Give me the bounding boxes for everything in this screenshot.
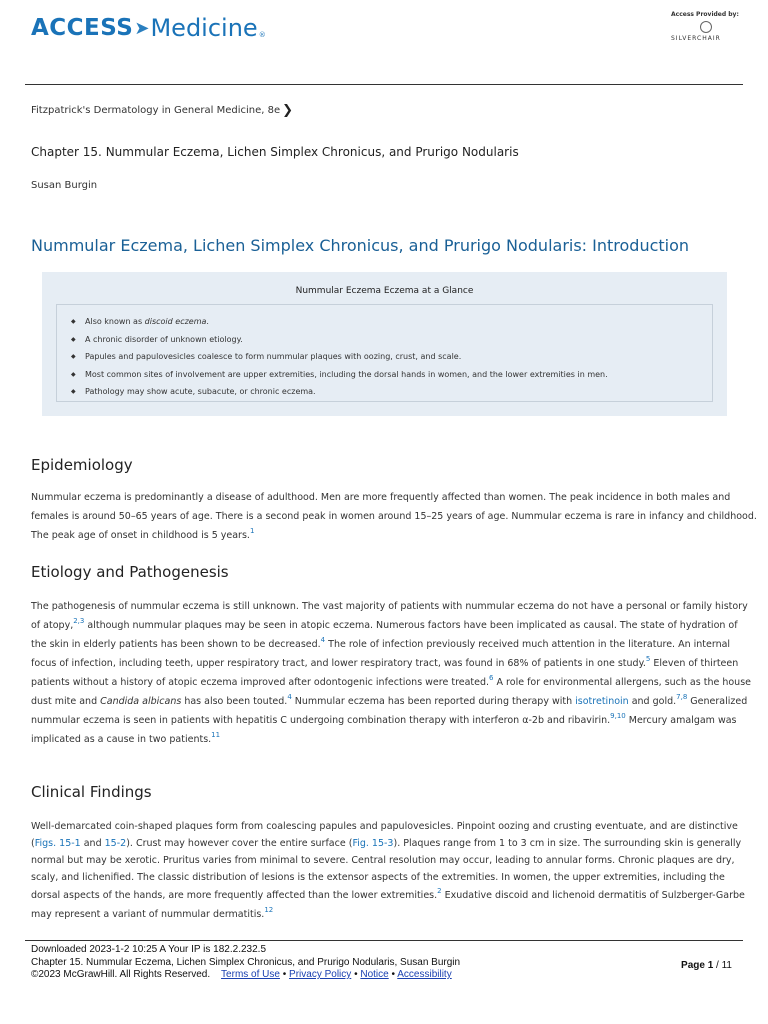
etiology-paragraph: The pathogenesis of nummular eczema is still unknown. The vast majority of patients with nummular eczema do not have a personal or family history of atopy,$^{2,3}$ although nummular plaques may be seen in atopic eczema. Numerous factors have been implicated as causal. The state of hydration of the skin in elderly patients has been shown to be decreased.$^4$ The role of infection previously received much attention in the literature. An internal focus of infection, including teeth, upper respiratory tract, and lower respiratory tract, was found in 68% of patients in one study.$^5$ Eleven of thirteen patients without a history of atopic eczema improved after odontogenic infections were treated.$^6$ A role for environmental allergens, such as the house dust mite and Candida albicans has also been touted.$^4$ Nummular eczema has been reported during therapy with isotretinoin and gold.$^{7,8}$ Generalized nummular eczema is seen in patients with hepatitis C undergoing combination therapy with interferon α-2b and ribavirin.$^{9,10}$ Mercury amalgam was implicated as a cause in two patients.$^{11}$ [31,601,751,745]
reference-link[interactable]: 9,10 [610,712,626,720]
figure-link[interactable]: Figs. 15-1 [34,838,81,849]
chapter-title: Chapter 15. Nummular Eczema, Lichen Simplex Chronicus, and Prurigo Nodularis [31,145,519,159]
accessibility-link[interactable]: Accessibility [397,969,452,980]
page-indicator: Page 1 / 11 [681,960,732,971]
reference-link[interactable]: 6 [489,674,494,682]
figure-link[interactable]: Fig. 15-3 [352,838,394,849]
reference-link[interactable]: 12 [264,906,274,914]
isotretinoin-link[interactable]: isotretinoin [575,696,629,707]
download-info: Downloaded 2023-1-2 10:25 A Your IP is 182.2.232.5 [31,944,267,955]
clinical-findings-paragraph: Well-demarcated coin-shaped plaques form from coalescing papules and papulovesicles. Pinpoint oozing and crusting eventuate, and are distinctive (Figs. 15-1 and 15-2). Crust may however cover the entire surface (Fig. 15-3). Plaques range from 1 to 3 cm in size. The surrounding skin is generally normal but may be xerotic. Pruritus varies from minimal to severe. Central resolution may occur, leading to annular forms. Chronic plaques are dry, scaly, and lichenified. The classic distribution of lesions is the extensor aspects of the extremities. In women, the upper extremities, including the dorsal aspects of the hands, are more frequently affected than the lower extremities.$^2$ Exudative discoid and lichenoid dermatitis of Sulzberger-Garbe may represent a variant of nummular dermatitis.$^{12}$ [31,821,745,920]
list-item: ◆ Papules and papulovesicles coalesce to form nummular plaques with oozing, crust, and scale. [85,348,712,366]
list-item: ◆ Also known as discoid eczema. [85,313,712,331]
logo-medicine-text: Medicine [150,14,258,42]
reference-link[interactable]: 11 [211,731,221,739]
reference-link[interactable]: 2 [437,887,442,895]
access-provided-by [671,11,741,42]
author-name: Susan Burgin [31,180,98,191]
etiology-heading: Etiology and Pathogenesis [31,563,229,581]
list-item: ◆ Most common sites of involvement are upper extremities, including the dorsal hands in women, and the lower extremities in men. [85,366,712,384]
footer-divider [25,940,743,941]
at-a-glance-list [57,305,712,401]
list-item: ◆ A chronic disorder of unknown etiology. [85,331,712,349]
provider-name: SILVERCHAIR [671,35,721,42]
reference-link[interactable]: 4 [287,693,292,701]
page-footer [31,944,741,982]
reference-link[interactable]: 7,8 [676,693,688,701]
at-a-glance-title: Nummular Eczema Eczema at a Glance [295,286,474,296]
notice-link[interactable]: Notice [360,969,389,980]
privacy-policy-link[interactable]: Privacy Policy [289,969,352,980]
clinical-findings-heading: Clinical Findings [31,783,152,801]
chevron-right-icon: ❯ [282,103,294,118]
access-provided-label: Access Provided by: [671,11,739,18]
site-header [0,0,768,84]
logo-registered-mark: ® [258,31,266,39]
access-medicine-logo[interactable] [31,14,266,42]
footer-links-line: ©2023 McGrawHill. All Rights Reserved. Terms of Use • Privacy Policy • Notice • Accessibility [31,969,452,980]
terms-of-use-link[interactable]: Terms of Use [221,969,280,980]
at-a-glance-list-panel [56,304,713,402]
breadcrumb-book-link[interactable]: Fitzpatrick's Dermatology in General Medicine, 8e [31,105,281,116]
figure-link[interactable]: 15-2 [104,838,127,849]
reference-link[interactable]: 1 [249,527,255,535]
reference-link[interactable]: 5 [645,655,651,663]
provider-seal-icon [700,21,712,33]
logo-arrow-icon: ➤ [134,17,150,39]
epidemiology-heading: Epidemiology [31,456,133,474]
epidemiology-paragraph: Nummular eczema is predominantly a disease of adulthood. Men are more frequently affected than women. The peak incidence in both males and females is around 50–65 years of age. There is a second peak in women around 15–25 years of age. Nummular eczema is rare in infancy and childhood. The peak age of onset in childhood is 5 years.$^1$ [31,492,757,541]
introduction-heading: Nummular Eczema, Lichen Simplex Chronicus, and Prurigo Nodularis: Introduction [31,236,690,255]
header-divider [25,84,743,85]
list-item: ◆ Pathology may show acute, subacute, or chronic eczema. [85,383,712,401]
logo-access-text: ACCESS [31,15,134,41]
reference-link[interactable]: 2,3 [73,617,85,625]
breadcrumb[interactable] [31,103,293,118]
at-a-glance-box [42,272,727,416]
reference-link[interactable]: 4 [320,636,326,644]
copyright-text: ©2023 McGrawHill. All Rights Reserved. [31,969,211,980]
footer-chapter-line: Chapter 15. Nummular Eczema, Lichen Simplex Chronicus, and Prurigo Nodularis, Susan Burgin [31,956,461,968]
